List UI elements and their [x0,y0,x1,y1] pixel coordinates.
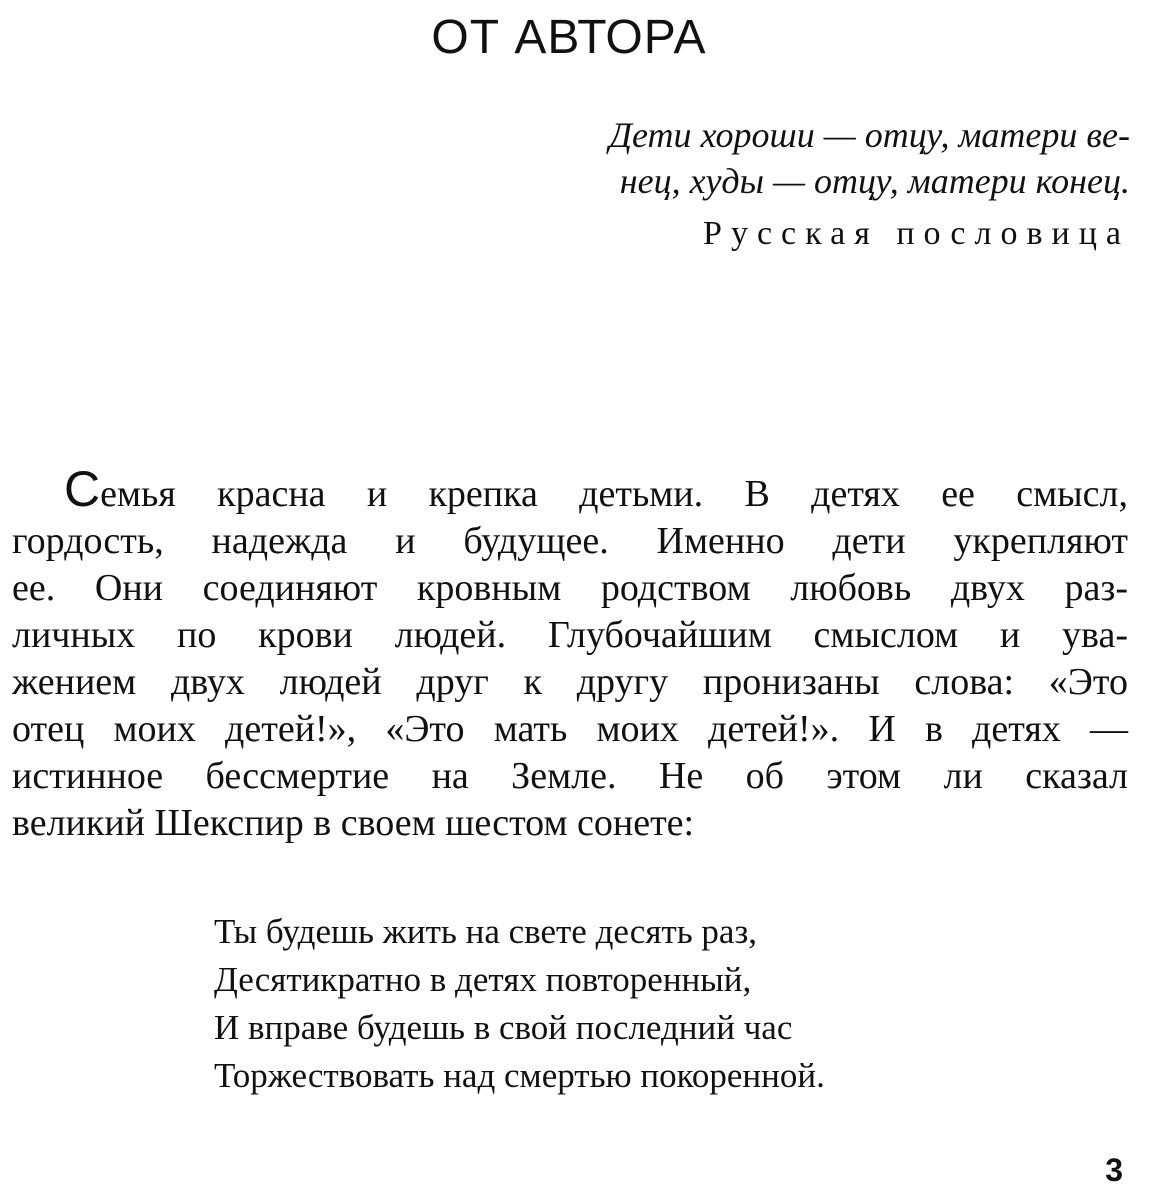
paragraph-line: отец моих детей!», «Это мать моих детей!». И в детях — [12,708,1128,750]
epigraph-line: Дети хороши — отцу, матери ве- [609,115,1130,155]
poem-line: Торжествовать над смертью покоренной. [214,1056,825,1095]
chapter-heading: ОТ АВТОРА [431,11,707,64]
paragraph-line: гордость, надежда и будущее. Именно дети укрепляют [12,520,1128,562]
paragraph-line: великий Шекспир в своем шестом сонете: [12,802,695,844]
poem-line: И вправе будешь в свой последний час [214,1008,793,1047]
poem-line: Ты будешь жить на свете десять раз, [214,912,758,951]
epigraph [420,112,1130,204]
paragraph-line-text: емья красна и крепка детьми. В детях ее смысл, [100,473,1128,515]
paragraph-line: жением двух людей друг к другу пронизаны слова: «Это [12,661,1128,703]
paragraph-line: личных по крови людей. Глубочайшим смыслом и ува- [12,614,1128,656]
paragraph-line: истинное бессмертие на Земле. Не об этом ли сказал [12,755,1128,797]
epigraph-line: нец, худы — отцу, матери конец. [619,161,1130,201]
sonnet-quote [214,908,954,1100]
body-paragraph [12,461,1128,847]
poem-line: Десятикратно в детях повторенный, [214,960,752,999]
epigraph-source: Русская пословица [703,215,1130,252]
page-number: 3 [1105,1152,1123,1188]
drop-cap: С [64,461,101,517]
paragraph-line [12,461,1128,518]
paragraph-line: ее. Они соединяют кровным родством любовь двух раз- [12,567,1128,609]
